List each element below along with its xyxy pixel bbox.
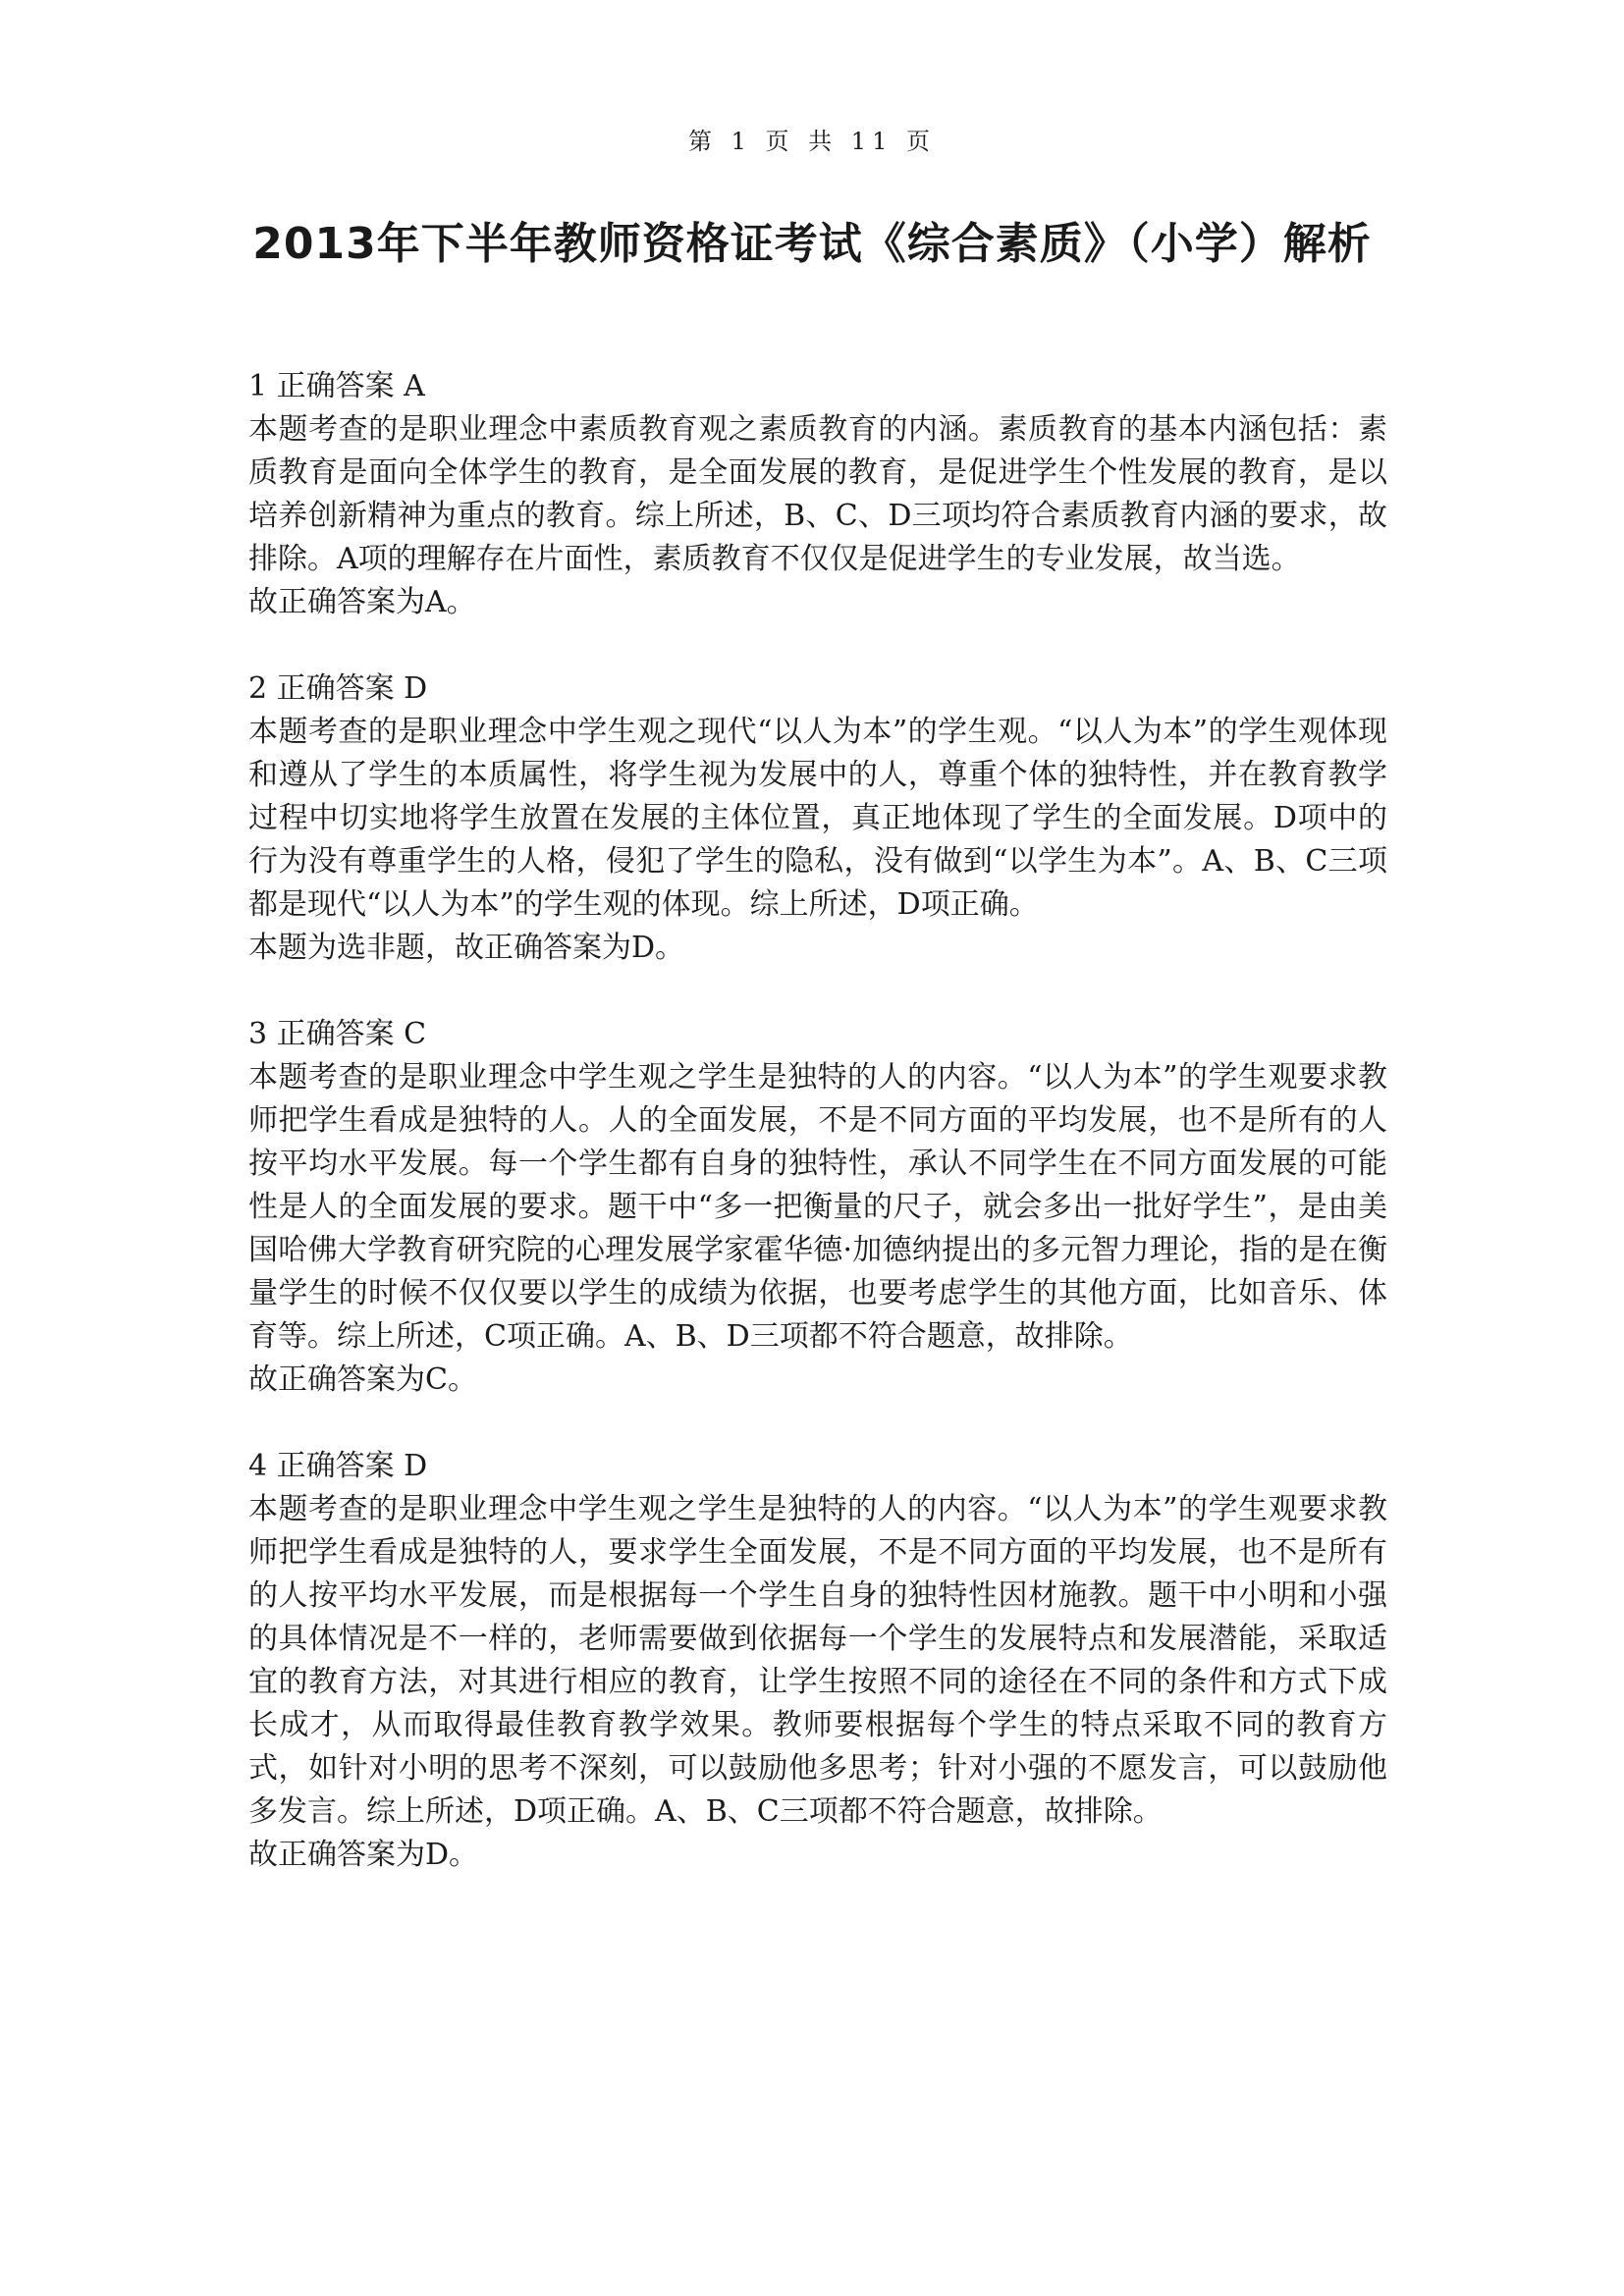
question-block-3: [248, 1013, 1387, 1402]
question-block-2: [248, 667, 1387, 970]
explanation-text: 本题考查的是职业理念中素质教育观之素质教育的内涵。素质教育的基本内涵包括：素质教育是面向全体学生的教育，是全面发展的教育，是促进学生个性发展的教育，是以培养创新精神为重点的教育。综上所述，B、C、D三项均符合素质教育内涵的要求，故排除。A项的理解存在片面性，素质教育不仅仅是促进学生的专业发展，故当选。: [248, 412, 1387, 576]
page-number-header: 第 1 页 共 11 页: [688, 128, 936, 155]
explanation-text: 本题考查的是职业理念中学生观之学生是独特的人的内容。“以人为本”的学生观要求教师把学生看成是独特的人。人的全面发展，不是不同方面的平均发展，也不是所有的人按平均水平发展。每一个学生都有自身的独特性，承认不同学生在不同方面发展的可能性是人的全面发展的要求。题干中“多一把衡量的尺子，就会多出一批好学生”，是由美国哈佛大学教育研究院的心理发展学家霍华德·加德纳提出的多元智力理论，指的是在衡量学生的时候不仅仅要以学生的成绩为依据，也要考虑学生的其他方面，比如音乐、体育等。综上所述，C项正确。A、B、D三项都不符合题意，故排除。: [248, 1060, 1387, 1354]
answer-explanations: [248, 365, 1387, 1920]
question-block-1: [248, 365, 1387, 624]
answer-conclusion: 本题为选非题，故正确答案为D。: [248, 931, 685, 965]
document-title: 2013年下半年教师资格证考试《综合素质》（小学）解析: [252, 219, 1372, 269]
answer-conclusion: 故正确答案为D。: [248, 1838, 479, 1872]
answer-conclusion: 故正确答案为A。: [248, 585, 476, 619]
answer-heading: 2 正确答案 D: [248, 671, 428, 706]
explanation-text: 本题考查的是职业理念中学生观之学生是独特的人的内容。“以人为本”的学生观要求教师把学生看成是独特的人，要求学生全面发展，不是不同方面的平均发展，也不是所有的人按平均水平发展，而是根据每一个学生自身的独特性因材施教。题干中小明和小强的具体情况是不一样的，老师需要做到依据每一个学生的发展特点和发展潜能，采取适宜的教育方法，对其进行相应的教育，让学生按照不同的途径在不同的条件和方式下成长成才，从而取得最佳教育教学效果。教师要根据每个学生的特点采取不同的教育方式，如针对小明的思考不深刻，可以鼓励他多思考；针对小强的不愿发言，可以鼓励他多发言。综上所述，D项正确。A、B、C三项都不符合题意，故排除。: [248, 1492, 1387, 1829]
answer-heading: 3 正确答案 C: [248, 1017, 427, 1051]
question-block-4: [248, 1445, 1387, 1877]
answer-heading: 4 正确答案 D: [248, 1449, 428, 1483]
answer-conclusion: 故正确答案为C。: [248, 1362, 477, 1397]
explanation-text: 本题考查的是职业理念中学生观之现代“以人为本”的学生观。“以人为本”的学生观体现和遵从了学生的本质属性，将学生视为发展中的人，尊重个体的独特性，并在教育教学过程中切实地将学生放置在发展的主体位置，真正地体现了学生的全面发展。D项中的行为没有尊重学生的人格，侵犯了学生的隐私，没有做到“以学生为本”。A、B、C三项都是现代“以人为本”的学生观的体现。综上所述，D项正确。: [248, 715, 1387, 922]
answer-heading: 1 正确答案 A: [248, 369, 425, 403]
